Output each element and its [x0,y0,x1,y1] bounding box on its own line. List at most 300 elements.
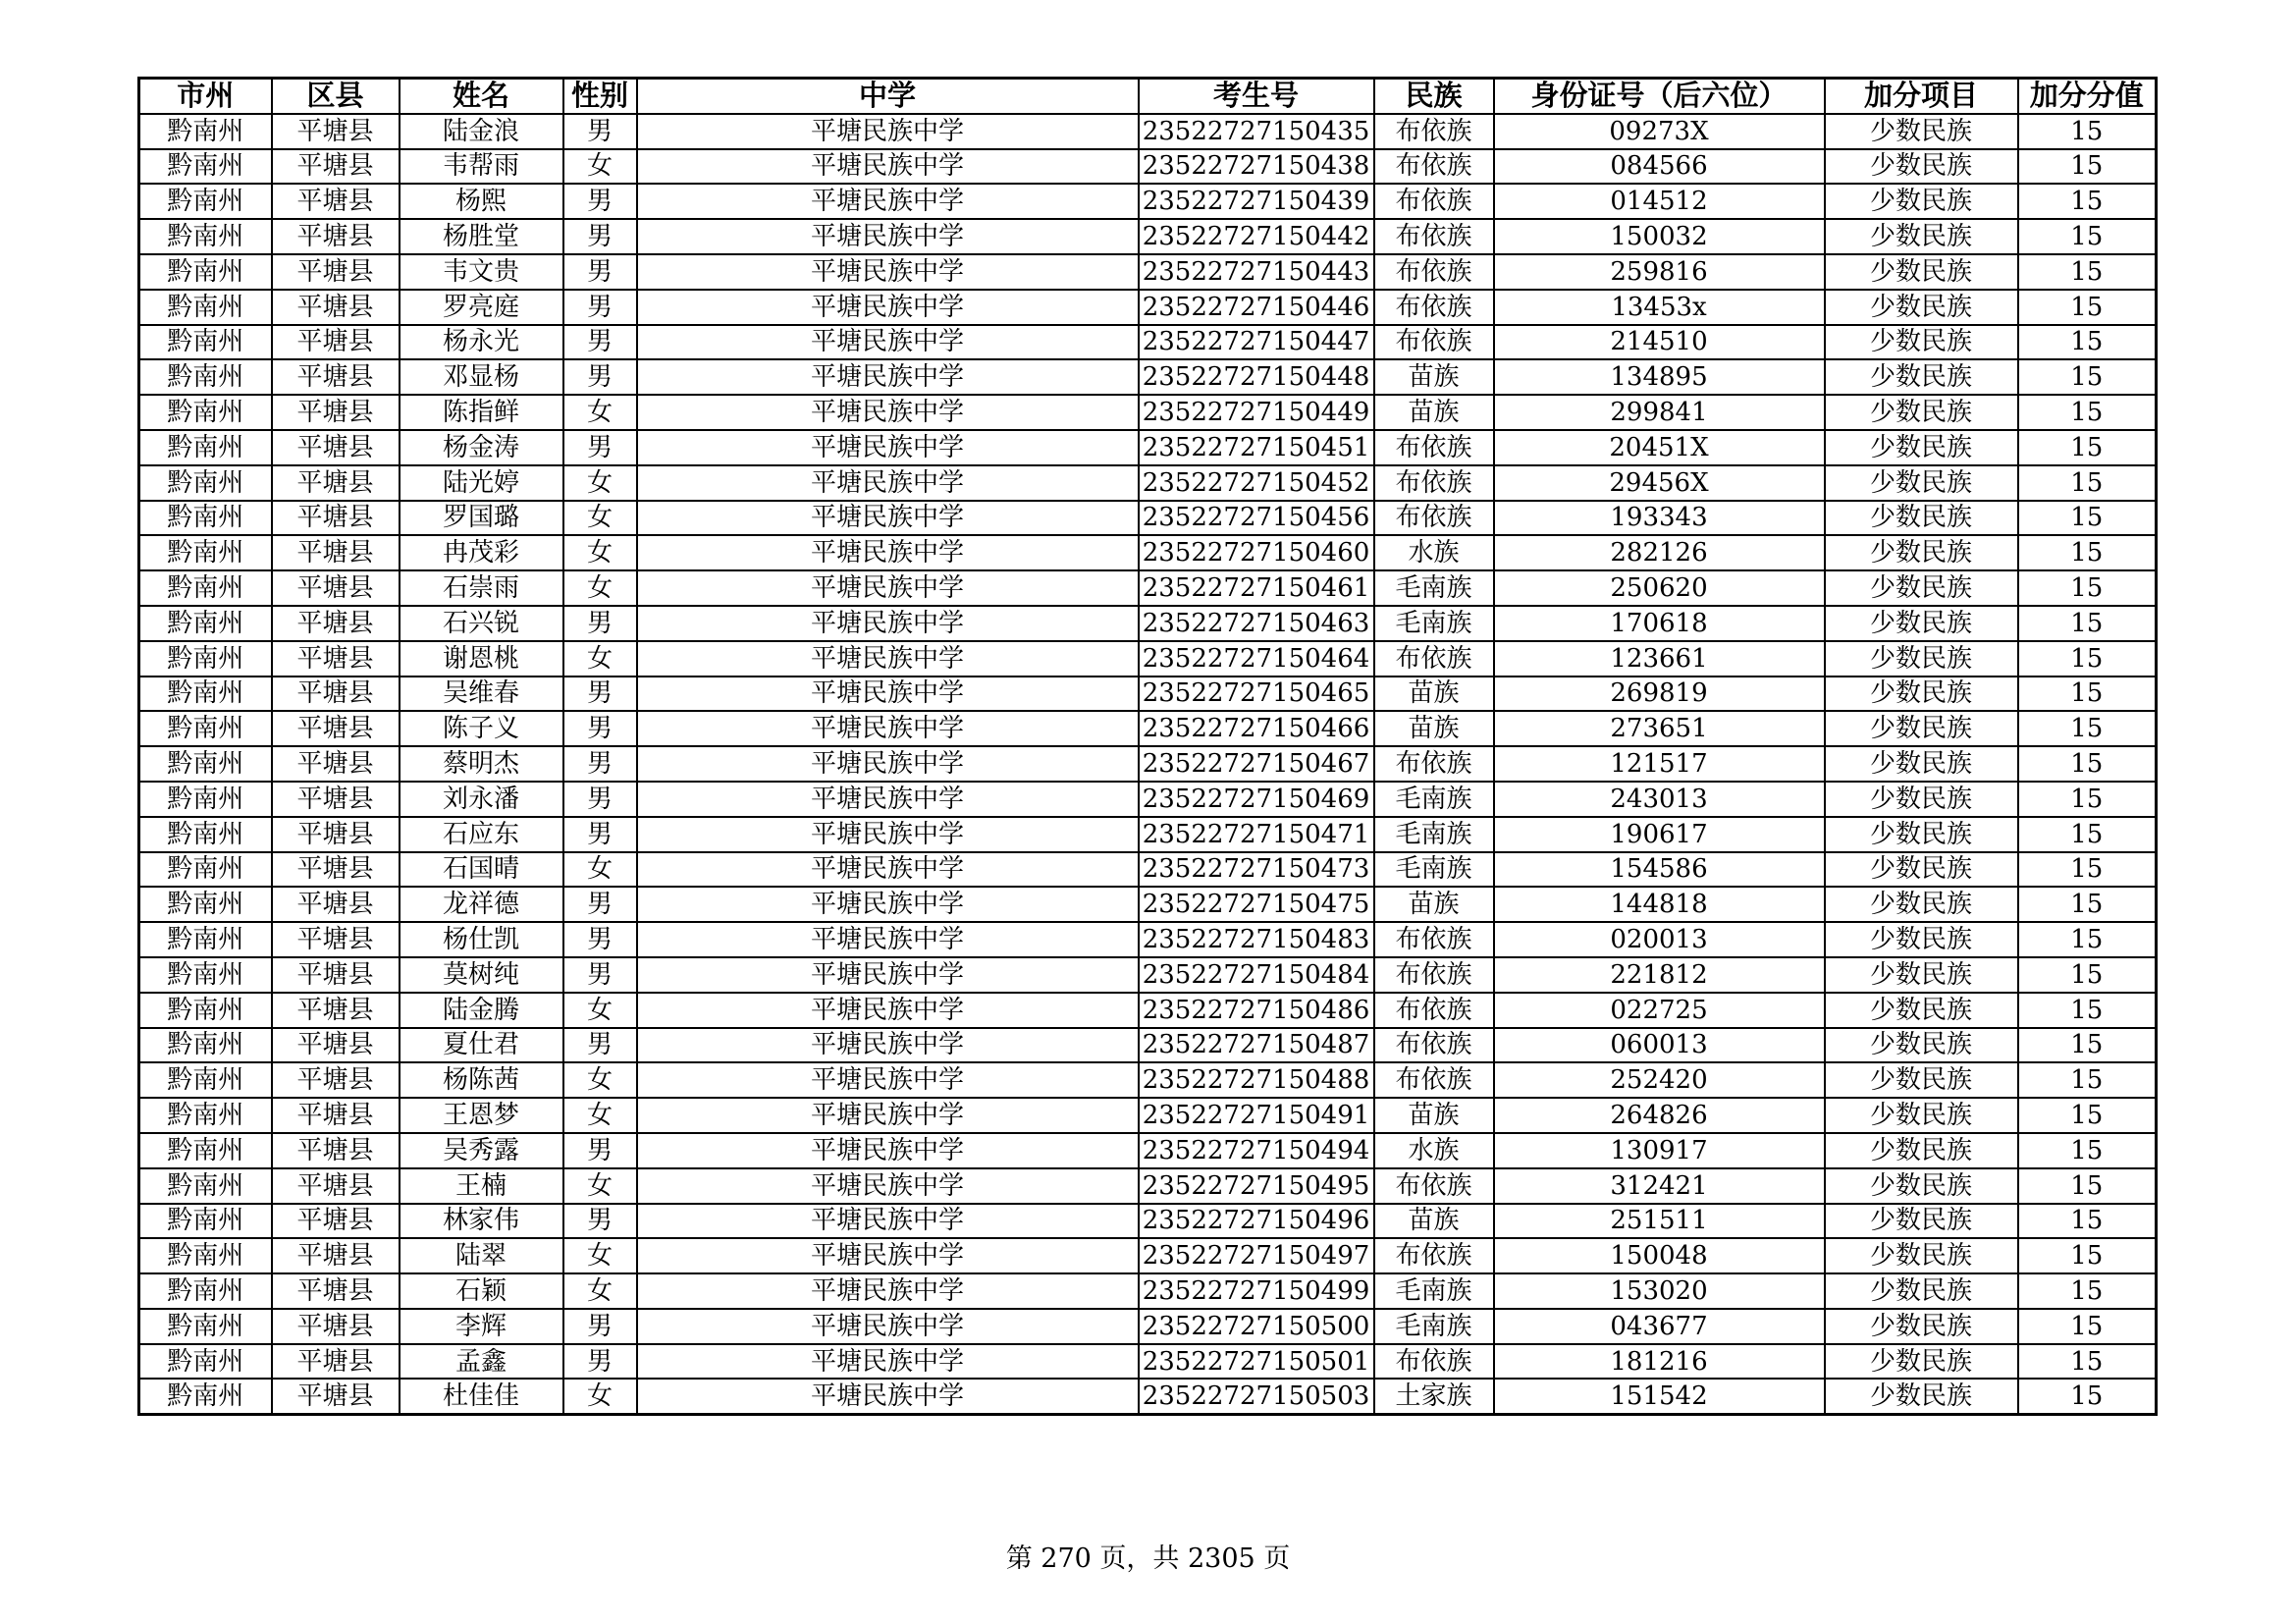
cell-school: 平塘民族中学 [637,1168,1139,1204]
cell-id-last-six: 243013 [1494,782,1825,817]
cell-bonus-points: 15 [2018,254,2157,290]
cell-city: 黔南州 [139,1238,272,1273]
cell-bonus-points: 15 [2018,570,2157,606]
cell-exam-number: 23522727150471 [1139,817,1374,852]
cell-exam-number: 23522727150461 [1139,570,1374,606]
cell-county: 平塘县 [272,184,400,219]
cell-bonus-item: 少数民族 [1825,922,2018,957]
cell-school: 平塘民族中学 [637,149,1139,185]
cell-county: 平塘县 [272,1238,400,1273]
cell-bonus-item: 少数民族 [1825,852,2018,888]
cell-bonus-item: 少数民族 [1825,1098,2018,1133]
cell-name: 石颖 [400,1273,563,1309]
cell-city: 黔南州 [139,535,272,570]
cell-bonus-points: 15 [2018,395,2157,430]
cell-ethnicity: 布依族 [1374,501,1494,536]
cell-bonus-item: 少数民族 [1825,359,2018,395]
cell-ethnicity: 苗族 [1374,395,1494,430]
cell-name: 刘永潘 [400,782,563,817]
cell-bonus-item: 少数民族 [1825,219,2018,254]
cell-name: 龙祥德 [400,887,563,922]
cell-school: 平塘民族中学 [637,782,1139,817]
cell-id-last-six: 151542 [1494,1379,1825,1414]
cell-id-last-six: 251511 [1494,1204,1825,1239]
cell-county: 平塘县 [272,1028,400,1063]
cell-id-last-six: 193343 [1494,501,1825,536]
cell-bonus-points: 15 [2018,817,2157,852]
cell-ethnicity: 布依族 [1374,746,1494,782]
cell-ethnicity: 布依族 [1374,149,1494,185]
cell-county: 平塘县 [272,501,400,536]
cell-bonus-points: 15 [2018,325,2157,360]
cell-bonus-points: 15 [2018,430,2157,465]
cell-name: 杜佳佳 [400,1379,563,1414]
cell-gender: 男 [563,1309,637,1344]
cell-school: 平塘民族中学 [637,501,1139,536]
cell-gender: 女 [563,1238,637,1273]
cell-county: 平塘县 [272,359,400,395]
cell-name: 石应东 [400,817,563,852]
cell-name: 罗国璐 [400,501,563,536]
cell-exam-number: 23522727150449 [1139,395,1374,430]
cell-bonus-item: 少数民族 [1825,1028,2018,1063]
cell-ethnicity: 布依族 [1374,184,1494,219]
cell-bonus-points: 15 [2018,922,2157,957]
table-row [139,430,2157,465]
cell-county: 平塘县 [272,149,400,185]
cell-ethnicity: 水族 [1374,535,1494,570]
cell-city: 黔南州 [139,254,272,290]
cell-bonus-item: 少数民族 [1825,817,2018,852]
cell-county: 平塘县 [272,993,400,1028]
cell-gender: 女 [563,465,637,501]
cell-id-last-six: 014512 [1494,184,1825,219]
cell-bonus-item: 少数民族 [1825,1062,2018,1098]
cell-name: 陆金浪 [400,114,563,149]
cell-exam-number: 23522727150488 [1139,1062,1374,1098]
cell-school: 平塘民族中学 [637,1028,1139,1063]
cell-ethnicity: 毛南族 [1374,1309,1494,1344]
cell-exam-number: 23522727150491 [1139,1098,1374,1133]
cell-gender: 男 [563,219,637,254]
cell-name: 邓显杨 [400,359,563,395]
cell-county: 平塘县 [272,219,400,254]
cell-ethnicity: 毛南族 [1374,570,1494,606]
cell-ethnicity: 水族 [1374,1133,1494,1168]
cell-id-last-six: 043677 [1494,1309,1825,1344]
cell-school: 平塘民族中学 [637,535,1139,570]
cell-bonus-points: 15 [2018,219,2157,254]
cell-name: 石崇雨 [400,570,563,606]
cell-county: 平塘县 [272,1098,400,1133]
cell-school: 平塘民族中学 [637,1379,1139,1414]
cell-ethnicity: 毛南族 [1374,1273,1494,1309]
cell-school: 平塘民族中学 [637,465,1139,501]
column-header-name: 姓名 [400,79,563,114]
cell-city: 黔南州 [139,1309,272,1344]
cell-school: 平塘民族中学 [637,114,1139,149]
cell-city: 黔南州 [139,325,272,360]
cell-gender: 男 [563,254,637,290]
column-header-bonus-points: 加分分值 [2018,79,2157,114]
cell-gender: 男 [563,359,637,395]
cell-ethnicity: 苗族 [1374,1204,1494,1239]
cell-ethnicity: 布依族 [1374,254,1494,290]
cell-bonus-item: 少数民族 [1825,465,2018,501]
cell-county: 平塘县 [272,1204,400,1239]
table-row [139,1098,2157,1133]
cell-name: 吴秀露 [400,1133,563,1168]
cell-bonus-points: 15 [2018,1028,2157,1063]
cell-city: 黔南州 [139,746,272,782]
cell-city: 黔南州 [139,1168,272,1204]
cell-id-last-six: 259816 [1494,254,1825,290]
table-row [139,1379,2157,1414]
cell-bonus-item: 少数民族 [1825,1238,2018,1273]
cell-exam-number: 23522727150446 [1139,290,1374,325]
cell-bonus-points: 15 [2018,711,2157,746]
cell-bonus-points: 15 [2018,501,2157,536]
cell-ethnicity: 布依族 [1374,1168,1494,1204]
cell-name: 杨陈茜 [400,1062,563,1098]
cell-id-last-six: 181216 [1494,1344,1825,1380]
cell-bonus-points: 15 [2018,782,2157,817]
cell-ethnicity: 布依族 [1374,993,1494,1028]
table-row [139,711,2157,746]
cell-city: 黔南州 [139,114,272,149]
cell-id-last-six: 154586 [1494,852,1825,888]
column-header-ethnicity: 民族 [1374,79,1494,114]
cell-school: 平塘民族中学 [637,1273,1139,1309]
table-row [139,993,2157,1028]
cell-gender: 女 [563,641,637,677]
cell-ethnicity: 布依族 [1374,1028,1494,1063]
cell-city: 黔南州 [139,359,272,395]
cell-name: 陈子义 [400,711,563,746]
cell-exam-number: 23522727150486 [1139,993,1374,1028]
cell-gender: 男 [563,922,637,957]
cell-gender: 男 [563,430,637,465]
cell-school: 平塘民族中学 [637,325,1139,360]
cell-exam-number: 23522727150497 [1139,1238,1374,1273]
cell-exam-number: 23522727150460 [1139,535,1374,570]
cell-school: 平塘民族中学 [637,1204,1139,1239]
cell-ethnicity: 苗族 [1374,711,1494,746]
table-row [139,1062,2157,1098]
cell-county: 平塘县 [272,606,400,641]
cell-ethnicity: 土家族 [1374,1379,1494,1414]
cell-gender: 女 [563,501,637,536]
cell-exam-number: 23522727150503 [1139,1379,1374,1414]
cell-name: 陈指鲜 [400,395,563,430]
cell-name: 杨胜堂 [400,219,563,254]
cell-city: 黔南州 [139,1273,272,1309]
cell-gender: 男 [563,1133,637,1168]
cell-id-last-six: 264826 [1494,1098,1825,1133]
cell-exam-number: 23522727150442 [1139,219,1374,254]
cell-school: 平塘民族中学 [637,184,1139,219]
cell-ethnicity: 布依族 [1374,325,1494,360]
cell-id-last-six: 121517 [1494,746,1825,782]
cell-exam-number: 23522727150439 [1139,184,1374,219]
cell-county: 平塘县 [272,922,400,957]
table-row [139,254,2157,290]
cell-exam-number: 23522727150438 [1139,149,1374,185]
cell-ethnicity: 布依族 [1374,1344,1494,1380]
table-row [139,641,2157,677]
cell-name: 吴维春 [400,677,563,712]
cell-bonus-item: 少数民族 [1825,290,2018,325]
cell-county: 平塘县 [272,1344,400,1380]
cell-county: 平塘县 [272,325,400,360]
cell-name: 杨金涛 [400,430,563,465]
cell-exam-number: 23522727150494 [1139,1133,1374,1168]
cell-school: 平塘民族中学 [637,219,1139,254]
cell-city: 黔南州 [139,149,272,185]
table-header-row [139,79,2157,114]
cell-bonus-item: 少数民族 [1825,677,2018,712]
cell-bonus-item: 少数民族 [1825,430,2018,465]
cell-bonus-item: 少数民族 [1825,887,2018,922]
cell-bonus-points: 15 [2018,1204,2157,1239]
cell-city: 黔南州 [139,957,272,993]
cell-bonus-points: 15 [2018,852,2157,888]
cell-id-last-six: 299841 [1494,395,1825,430]
cell-ethnicity: 苗族 [1374,1098,1494,1133]
column-header-county: 区县 [272,79,400,114]
cell-bonus-points: 15 [2018,1168,2157,1204]
cell-school: 平塘民族中学 [637,254,1139,290]
cell-id-last-six: 134895 [1494,359,1825,395]
cell-city: 黔南州 [139,395,272,430]
cell-school: 平塘民族中学 [637,1133,1139,1168]
cell-exam-number: 23522727150484 [1139,957,1374,993]
cell-county: 平塘县 [272,887,400,922]
cell-gender: 女 [563,570,637,606]
cell-exam-number: 23522727150501 [1139,1344,1374,1380]
cell-bonus-points: 15 [2018,1098,2157,1133]
cell-city: 黔南州 [139,501,272,536]
cell-city: 黔南州 [139,430,272,465]
cell-county: 平塘县 [272,957,400,993]
cell-school: 平塘民族中学 [637,746,1139,782]
cell-bonus-item: 少数民族 [1825,782,2018,817]
table-row [139,782,2157,817]
cell-exam-number: 23522727150496 [1139,1204,1374,1239]
cell-name: 王恩梦 [400,1098,563,1133]
cell-gender: 男 [563,1028,637,1063]
cell-county: 平塘县 [272,430,400,465]
cell-ethnicity: 布依族 [1374,114,1494,149]
cell-school: 平塘民族中学 [637,359,1139,395]
cell-id-last-six: 130917 [1494,1133,1825,1168]
cell-city: 黔南州 [139,922,272,957]
cell-county: 平塘县 [272,395,400,430]
cell-id-last-six: 060013 [1494,1028,1825,1063]
cell-gender: 女 [563,535,637,570]
cell-bonus-item: 少数民族 [1825,1344,2018,1380]
table-row [139,325,2157,360]
cell-name: 罗亮庭 [400,290,563,325]
column-header-city: 市州 [139,79,272,114]
table-row [139,606,2157,641]
cell-county: 平塘县 [272,677,400,712]
cell-id-last-six: 170618 [1494,606,1825,641]
cell-bonus-item: 少数民族 [1825,606,2018,641]
cell-id-last-six: 282126 [1494,535,1825,570]
cell-bonus-item: 少数民族 [1825,957,2018,993]
cell-bonus-item: 少数民族 [1825,1273,2018,1309]
cell-bonus-points: 15 [2018,993,2157,1028]
cell-bonus-points: 15 [2018,114,2157,149]
cell-county: 平塘县 [272,641,400,677]
cell-bonus-item: 少数民族 [1825,535,2018,570]
cell-id-last-six: 312421 [1494,1168,1825,1204]
cell-name: 谢恩桃 [400,641,563,677]
cell-bonus-points: 15 [2018,1379,2157,1414]
cell-id-last-six: 150032 [1494,219,1825,254]
cell-ethnicity: 苗族 [1374,677,1494,712]
cell-exam-number: 23522727150466 [1139,711,1374,746]
cell-county: 平塘县 [272,852,400,888]
cell-gender: 男 [563,325,637,360]
cell-bonus-item: 少数民族 [1825,711,2018,746]
cell-name: 杨仕凯 [400,922,563,957]
table-row [139,1273,2157,1309]
cell-bonus-item: 少数民族 [1825,1379,2018,1414]
cell-ethnicity: 布依族 [1374,641,1494,677]
cell-school: 平塘民族中学 [637,957,1139,993]
cell-county: 平塘县 [272,114,400,149]
cell-bonus-points: 15 [2018,1309,2157,1344]
cell-gender: 男 [563,1344,637,1380]
cell-city: 黔南州 [139,1028,272,1063]
cell-ethnicity: 布依族 [1374,957,1494,993]
cell-county: 平塘县 [272,535,400,570]
cell-id-last-six: 190617 [1494,817,1825,852]
cell-city: 黔南州 [139,1379,272,1414]
table-row [139,1133,2157,1168]
cell-city: 黔南州 [139,852,272,888]
cell-school: 平塘民族中学 [637,290,1139,325]
table-row [139,887,2157,922]
cell-bonus-item: 少数民族 [1825,501,2018,536]
cell-name: 孟鑫 [400,1344,563,1380]
cell-ethnicity: 毛南族 [1374,606,1494,641]
cell-school: 平塘民族中学 [637,1098,1139,1133]
cell-gender: 男 [563,711,637,746]
table-row [139,219,2157,254]
cell-exam-number: 23522727150495 [1139,1168,1374,1204]
cell-school: 平塘民族中学 [637,887,1139,922]
cell-city: 黔南州 [139,184,272,219]
cell-county: 平塘县 [272,1273,400,1309]
cell-id-last-six: 150048 [1494,1238,1825,1273]
cell-bonus-points: 15 [2018,465,2157,501]
cell-school: 平塘民族中学 [637,993,1139,1028]
cell-bonus-points: 15 [2018,535,2157,570]
cell-exam-number: 23522727150467 [1139,746,1374,782]
cell-id-last-six: 250620 [1494,570,1825,606]
cell-gender: 女 [563,1168,637,1204]
cell-id-last-six: 221812 [1494,957,1825,993]
table-row [139,149,2157,185]
cell-city: 黔南州 [139,1062,272,1098]
cell-bonus-points: 15 [2018,957,2157,993]
cell-id-last-six: 269819 [1494,677,1825,712]
cell-id-last-six: 13453x [1494,290,1825,325]
table-row [139,1238,2157,1273]
cell-id-last-six: 252420 [1494,1062,1825,1098]
cell-county: 平塘县 [272,1133,400,1168]
cell-bonus-points: 15 [2018,677,2157,712]
cell-id-last-six: 20451X [1494,430,1825,465]
cell-name: 石国晴 [400,852,563,888]
cell-school: 平塘民族中学 [637,570,1139,606]
cell-bonus-points: 15 [2018,1273,2157,1309]
cell-bonus-item: 少数民族 [1825,184,2018,219]
cell-ethnicity: 布依族 [1374,465,1494,501]
cell-bonus-item: 少数民族 [1825,1204,2018,1239]
cell-city: 黔南州 [139,219,272,254]
cell-id-last-six: 084566 [1494,149,1825,185]
cell-school: 平塘民族中学 [637,1344,1139,1380]
cell-bonus-item: 少数民族 [1825,1309,2018,1344]
cell-county: 平塘县 [272,817,400,852]
cell-city: 黔南州 [139,1133,272,1168]
table-row [139,184,2157,219]
cell-ethnicity: 布依族 [1374,1238,1494,1273]
table-row [139,359,2157,395]
cell-name: 韦帮雨 [400,149,563,185]
column-header-bonus-item: 加分项目 [1825,79,2018,114]
cell-exam-number: 23522727150451 [1139,430,1374,465]
cell-county: 平塘县 [272,711,400,746]
table-row [139,570,2157,606]
cell-bonus-points: 15 [2018,149,2157,185]
cell-gender: 男 [563,677,637,712]
table-row [139,465,2157,501]
cell-bonus-item: 少数民族 [1825,641,2018,677]
cell-ethnicity: 布依族 [1374,430,1494,465]
cell-exam-number: 23522727150443 [1139,254,1374,290]
cell-ethnicity: 苗族 [1374,359,1494,395]
cell-gender: 女 [563,1098,637,1133]
cell-school: 平塘民族中学 [637,395,1139,430]
cell-county: 平塘县 [272,290,400,325]
cell-gender: 男 [563,782,637,817]
cell-gender: 男 [563,606,637,641]
cell-bonus-item: 少数民族 [1825,395,2018,430]
cell-city: 黔南州 [139,993,272,1028]
cell-id-last-six: 020013 [1494,922,1825,957]
cell-city: 黔南州 [139,1344,272,1380]
cell-school: 平塘民族中学 [637,922,1139,957]
cell-bonus-points: 15 [2018,641,2157,677]
cell-exam-number: 23522727150473 [1139,852,1374,888]
table-row [139,852,2157,888]
page-number-footer: 第 270 页，共 2305 页 [1005,1543,1291,1574]
cell-school: 平塘民族中学 [637,817,1139,852]
cell-school: 平塘民族中学 [637,852,1139,888]
cell-id-last-six: 09273X [1494,114,1825,149]
cell-school: 平塘民族中学 [637,641,1139,677]
cell-bonus-points: 15 [2018,1062,2157,1098]
cell-id-last-six: 29456X [1494,465,1825,501]
cell-name: 陆翠 [400,1238,563,1273]
cell-exam-number: 23522727150475 [1139,887,1374,922]
cell-city: 黔南州 [139,782,272,817]
